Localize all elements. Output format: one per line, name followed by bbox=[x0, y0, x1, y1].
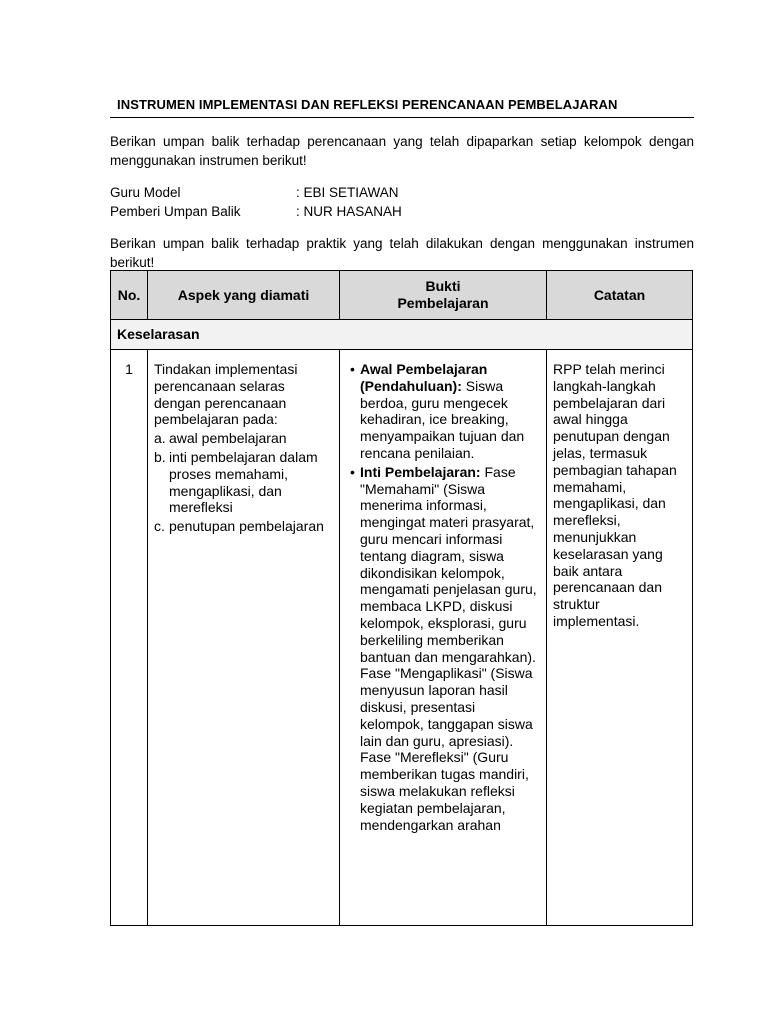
header-catatan: Catatan bbox=[547, 271, 693, 320]
pemberi-value: : NUR HASANAH bbox=[296, 204, 402, 219]
document-header bbox=[110, 96, 694, 272]
aspek-item bbox=[154, 430, 333, 447]
bukti-bullet bbox=[345, 464, 540, 834]
intro-paragraph: Berikan umpan balik terhadap perencanaan yang telah dipaparkan setiap kelompok dengan menggunakan instrumen berikut! bbox=[110, 134, 694, 168]
bukti-bullet bbox=[345, 361, 540, 462]
bukti-heading: Awal Pembelajaran (Pendahuluan): bbox=[360, 361, 488, 394]
document-title: INSTRUMEN IMPLEMENTASI DAN REFLEKSI PERENCANAAN PEMBELAJARAN bbox=[110, 96, 694, 118]
section-row bbox=[111, 320, 693, 350]
aspek-item-text: awal pembelajaran bbox=[169, 430, 287, 447]
aspek-item-marker: a. bbox=[154, 430, 166, 447]
aspek-item bbox=[154, 449, 333, 516]
catatan-cell: RPP telah merinci langkah-langkah pembelajaran dari awal hingga penutupan dengan jelas, termasuk pembagian tahapan memahami, mengaplikasi, dan merefleksi, menunjukkan keselarasan yang baik antara perencanaan dan struktur implementasi. bbox=[547, 350, 693, 926]
row-number: 1 bbox=[111, 350, 148, 926]
bukti-cell bbox=[340, 350, 547, 926]
aspek-cell bbox=[148, 350, 340, 926]
bukti-body: Fase "Memahami" (Siswa menerima informasi, mengingat materi prasyarat, guru mencari informasi tentang diagram, siswa dikondisikan kelompok, mengamati penjelasan guru, membaca LKPD, diskusi kelompok, eksplorasi, guru berkeliling memberikan bantuan dan mengarahkan). Fase "Mengaplikasi" (Siswa menyusun laporan hasil diskusi, presentasi kelompok, tanggapan siswa lain dan guru, apresiasi). Fase "Merefleksi" (Guru memberikan tugas mandiri, siswa melakukan refleksi kegiatan pembelajaran, mendengarkan arahan bbox=[360, 463, 537, 833]
bullet-icon: • bbox=[350, 463, 355, 480]
header-no: No. bbox=[111, 271, 148, 320]
table-row bbox=[111, 350, 693, 926]
guru-model-row bbox=[110, 183, 694, 202]
aspek-intro: Tindakan implementasi perencanaan selaras dengan perencanaan pembelajaran pada: bbox=[154, 361, 298, 428]
instruction-paragraph: Berikan umpan balik terhadap praktik yang telah dilakukan dengan menggunakan instrumen berikut! bbox=[110, 236, 694, 270]
header-bukti-line1: Bukti bbox=[425, 278, 461, 295]
section-label: Keselarasan bbox=[111, 320, 693, 350]
instrument-table bbox=[110, 270, 693, 926]
table-header-row bbox=[111, 271, 693, 320]
aspek-item-marker: b. bbox=[154, 448, 166, 465]
aspek-item-text: inti pembelajaran dalam proses memahami, mengaplikasi, dan merefleksi bbox=[169, 448, 318, 516]
bukti-text bbox=[360, 464, 540, 834]
bukti-heading: Inti Pembelajaran: bbox=[360, 463, 481, 480]
pemberi-label: Pemberi Umpan Balik bbox=[110, 204, 241, 219]
aspek-item-marker: c. bbox=[154, 518, 165, 535]
guru-model-label: Guru Model bbox=[110, 185, 181, 200]
header-aspek: Aspek yang diamati bbox=[148, 271, 340, 320]
bullet-icon: • bbox=[350, 361, 355, 377]
bukti-body: Siswa berdoa, guru mengecek kehadiran, ice breaking, menyampaikan tujuan dan rencana penilaian. bbox=[360, 377, 525, 461]
aspek-item bbox=[154, 518, 333, 535]
header-bukti bbox=[340, 271, 547, 320]
pemberi-row bbox=[110, 202, 694, 221]
aspek-item-text: penutupan pembelajaran bbox=[169, 518, 324, 535]
guru-model-value: : EBI SETIAWAN bbox=[296, 185, 399, 200]
bukti-text bbox=[360, 361, 540, 462]
identity-block bbox=[110, 183, 694, 221]
header-bukti-line2: Pembelajaran bbox=[397, 295, 489, 311]
